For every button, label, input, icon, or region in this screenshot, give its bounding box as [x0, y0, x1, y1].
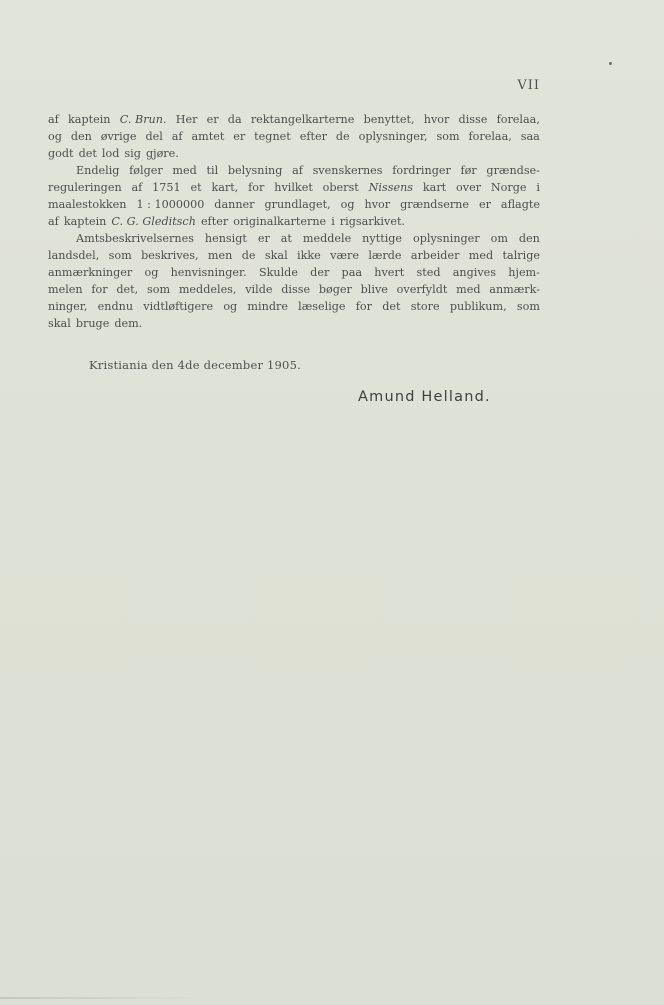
word: sig	[124, 147, 141, 160]
word: og	[144, 266, 159, 279]
word: saa	[520, 130, 540, 143]
word: til	[206, 164, 219, 177]
word: af	[131, 181, 143, 194]
text-line	[48, 128, 540, 145]
word: for	[355, 300, 372, 313]
word: over	[456, 181, 482, 194]
word: som	[516, 300, 540, 313]
word: den	[70, 130, 92, 143]
word: men	[207, 249, 233, 262]
word: angives	[452, 266, 497, 279]
word: af	[171, 130, 183, 143]
word: melen	[48, 283, 83, 296]
word: aflagte	[500, 198, 540, 211]
word: nyttige	[362, 232, 403, 245]
word: efter	[200, 215, 229, 228]
word: som	[146, 283, 171, 296]
word: fordringer	[392, 164, 451, 177]
paragraph	[48, 230, 540, 332]
text-line	[48, 315, 540, 332]
word: beskrives,	[141, 249, 199, 262]
word: med	[468, 249, 494, 262]
word: hvert	[374, 266, 405, 279]
word: rigsarkivet.	[339, 215, 405, 228]
word: Amtsbeskrivelsernes	[76, 232, 194, 245]
word: er	[478, 198, 491, 211]
word: del	[145, 130, 163, 143]
word: gjøre.	[145, 147, 179, 160]
word: ninger,	[48, 300, 88, 313]
paragraph	[48, 162, 540, 230]
word: benyttet,	[363, 113, 415, 126]
word: i	[536, 181, 540, 194]
word: ikke	[297, 249, 321, 262]
word: 1751	[152, 181, 181, 194]
word: den	[518, 232, 540, 245]
word: store	[410, 300, 440, 313]
word: om	[490, 232, 508, 245]
page-number: VII	[517, 78, 540, 93]
word: disse	[458, 113, 488, 126]
word: belysning	[227, 164, 283, 177]
word: og	[48, 130, 62, 143]
word: vilde	[245, 283, 273, 296]
word: læselige	[298, 300, 346, 313]
word: godt	[48, 147, 74, 160]
word: at	[280, 232, 292, 245]
word: der	[310, 266, 330, 279]
word: det	[382, 300, 401, 313]
text-line	[48, 111, 540, 128]
text-line	[48, 281, 540, 298]
author-signature: Amund Helland.	[358, 389, 491, 405]
word: for	[91, 283, 108, 296]
word: publikum,	[449, 300, 507, 313]
word: med	[172, 164, 197, 177]
word: og	[223, 300, 238, 313]
word: mindre	[247, 300, 288, 313]
word: er	[206, 113, 219, 126]
word: kart	[422, 181, 447, 194]
text-line	[48, 162, 540, 179]
word: landsdel,	[48, 249, 100, 262]
word: for	[248, 181, 265, 194]
word: forelaa,	[496, 113, 540, 126]
word: kaptein	[63, 215, 107, 228]
word: oplysninger	[413, 232, 480, 245]
word: følger	[129, 164, 163, 177]
word: hjem-	[508, 266, 540, 279]
word: svenskernes	[312, 164, 383, 177]
word: sted	[416, 266, 441, 279]
word: paa	[341, 266, 363, 279]
word: det,	[116, 283, 139, 296]
word: hensigt	[204, 232, 247, 245]
text-line	[48, 179, 540, 196]
word: 1 : 1000000	[136, 198, 205, 211]
word: af	[48, 215, 59, 228]
word: hvor	[423, 113, 450, 126]
word: Endelig	[76, 164, 120, 177]
word: de	[241, 249, 256, 262]
word: Norge	[490, 181, 527, 194]
word: er	[257, 232, 270, 245]
word: originalkarterne	[233, 215, 327, 228]
word: de	[335, 130, 350, 143]
word: af	[292, 164, 303, 177]
word: i	[331, 215, 335, 228]
word: rektangelkarterne	[250, 113, 355, 126]
word: som	[436, 130, 460, 143]
word: oberst	[322, 181, 359, 194]
page-edge-shadow	[0, 997, 200, 999]
word: meddeles,	[178, 283, 237, 296]
word: grændserne	[400, 198, 469, 211]
word: er	[233, 130, 246, 143]
word: skal	[264, 249, 288, 262]
word: Nissens	[368, 181, 414, 194]
word: overfyldt	[396, 283, 448, 296]
word: kart,	[211, 181, 239, 194]
word: bruge	[75, 317, 110, 330]
word: endnu	[97, 300, 134, 313]
paragraph	[48, 111, 540, 162]
body-text	[48, 111, 540, 332]
word: C. Brun.	[119, 113, 167, 126]
word: Her	[175, 113, 198, 126]
word: være	[330, 249, 359, 262]
word: grundlaget,	[264, 198, 331, 211]
word: med	[456, 283, 481, 296]
word: reguleringen	[48, 181, 122, 194]
word: maalestokken	[48, 198, 127, 211]
text-line	[48, 213, 540, 230]
word: før	[460, 164, 477, 177]
word: disse	[281, 283, 311, 296]
word: C. G. Gleditsch	[111, 215, 196, 228]
word: meddele	[302, 232, 352, 245]
word: hvilket	[274, 181, 313, 194]
text-line	[48, 230, 540, 247]
word: forelaa,	[468, 130, 512, 143]
word: hvor	[364, 198, 391, 211]
word: som	[108, 249, 132, 262]
word: anmærkninger	[48, 266, 133, 279]
word: det	[78, 147, 97, 160]
word: talrige	[502, 249, 540, 262]
word: lærde	[368, 249, 402, 262]
word: henvisninger.	[170, 266, 247, 279]
word: skal	[48, 317, 71, 330]
place-and-date: Kristiania den 4de december 1905.	[89, 358, 301, 372]
text-line	[48, 298, 540, 315]
word: dem.	[114, 317, 143, 330]
text-line	[48, 264, 540, 281]
word: Skulde	[258, 266, 298, 279]
word: da	[227, 113, 242, 126]
word: arbeider	[410, 249, 460, 262]
word: lod	[101, 147, 120, 160]
word: anmærk-	[489, 283, 540, 296]
word: vidtløftigere	[143, 300, 214, 313]
word: tegnet	[254, 130, 291, 143]
word: kaptein	[68, 113, 111, 126]
ink-speck	[609, 62, 612, 65]
word: blive	[360, 283, 388, 296]
word: øvrige	[100, 130, 137, 143]
word: efter	[299, 130, 327, 143]
word: danner	[214, 198, 255, 211]
word: og	[340, 198, 355, 211]
text-line	[48, 196, 540, 213]
word: grændse-	[486, 164, 540, 177]
word: et	[190, 181, 202, 194]
word: oplysninger,	[358, 130, 428, 143]
text-line	[48, 145, 540, 162]
word: bøger	[318, 283, 352, 296]
word: af	[48, 113, 59, 126]
word: amtet	[191, 130, 225, 143]
text-line	[48, 247, 540, 264]
